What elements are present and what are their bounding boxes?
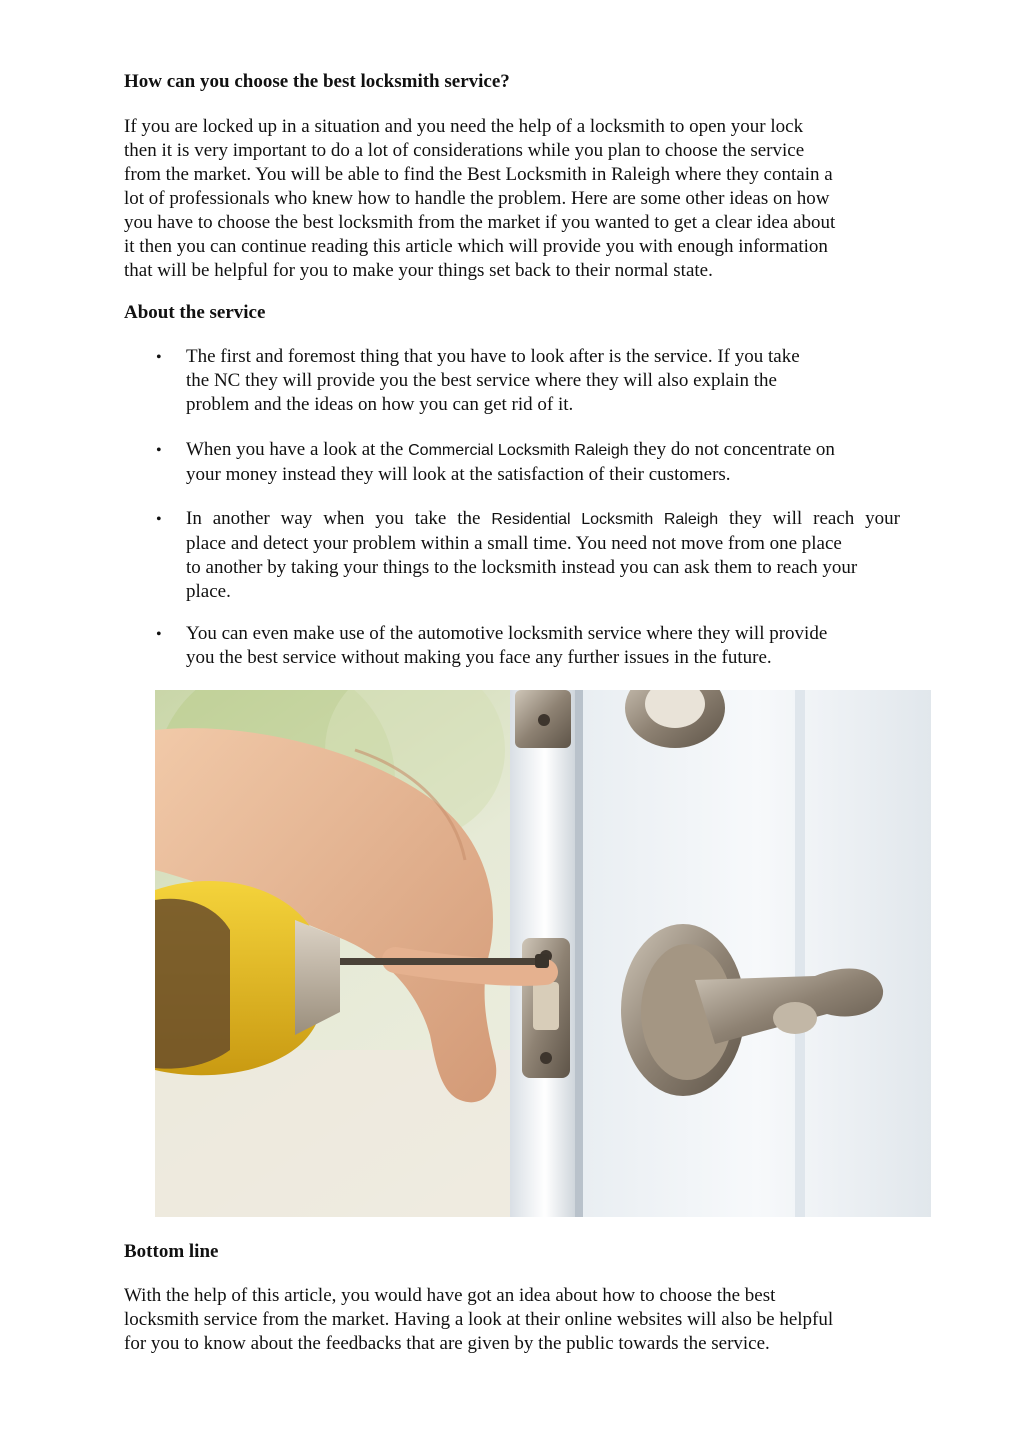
- bullet-item: [186, 345, 900, 417]
- bullet-line: problem and the ideas on how you can get rid of it.: [186, 394, 574, 415]
- commercial-locksmith-link[interactable]: Commercial Locksmith Raleigh: [408, 442, 629, 459]
- bullet-marker: •: [156, 442, 162, 459]
- section-heading-bottom-line: Bottom line: [124, 1241, 219, 1262]
- intro-line: it then you can continue reading this article which will provide you with enough information: [124, 236, 828, 257]
- bullet-line: The first and foremost thing that you have to look after is the service. If you take: [186, 346, 800, 367]
- intro-line: lot of professionals who knew how to handle the problem. Here are some other ideas on how: [124, 188, 830, 209]
- bullet-item: [186, 622, 900, 670]
- residential-locksmith-link[interactable]: Residential Locksmith Raleigh: [491, 511, 719, 528]
- bullet-line: [186, 507, 900, 532]
- bullet-line: to another by taking your things to the locksmith instead you can ask them to reach your: [186, 557, 858, 578]
- bullet-line: [186, 438, 900, 463]
- bullet-text-fragment: they will reach your: [718, 508, 900, 529]
- intro-line: you have to choose the best locksmith from the market if you wanted to get a clear idea about: [124, 212, 836, 233]
- bullet-line: you the best service without making you face any further issues in the future.: [186, 647, 772, 668]
- bullet-marker: •: [156, 349, 162, 366]
- intro-line: that will be helpful for you to make your things set back to their normal state.: [124, 260, 713, 281]
- bullet-line: the NC they will provide you the best service where they will also explain the: [186, 370, 777, 391]
- locksmith-door-photo: [155, 690, 931, 1217]
- closing-line: locksmith service from the market. Having a look at their online websites will also be helpful: [124, 1309, 834, 1330]
- bullet-text-fragment: In another way when you take the: [186, 508, 492, 529]
- bullet-line: place and detect your problem within a small time. You need not move from one place: [186, 533, 842, 554]
- closing-line: With the help of this article, you would have got an idea about how to choose the best: [124, 1285, 776, 1306]
- photo-illustration: [155, 690, 931, 1217]
- bullet-line: You can even make use of the automotive locksmith service where they will provide: [186, 623, 828, 644]
- intro-line: from the market. You will be able to find the Best Locksmith in Raleigh where they contain a: [124, 164, 833, 185]
- bullet-marker: •: [156, 511, 162, 528]
- closing-paragraph: [124, 1284, 900, 1356]
- bullet-text-fragment: When you have a look at the: [186, 439, 409, 460]
- bullet-line: place.: [186, 581, 231, 602]
- bullet-text-fragment: they do not concentrate on: [628, 439, 835, 460]
- bullet-marker: •: [156, 626, 162, 643]
- bullet-item: [186, 438, 900, 487]
- intro-line: then it is very important to do a lot of considerations while you plan to choose the service: [124, 140, 805, 161]
- bullet-item: [186, 507, 900, 604]
- intro-paragraph: [124, 115, 900, 283]
- closing-line: for you to know about the feedbacks that are given by the public towards the service.: [124, 1333, 770, 1354]
- section-heading-about: About the service: [124, 302, 266, 323]
- intro-line: If you are locked up in a situation and you need the help of a locksmith to open your lock: [124, 116, 804, 137]
- page-title: How can you choose the best locksmith service?: [124, 71, 510, 92]
- bullet-line: your money instead they will look at the satisfaction of their customers.: [186, 464, 731, 485]
